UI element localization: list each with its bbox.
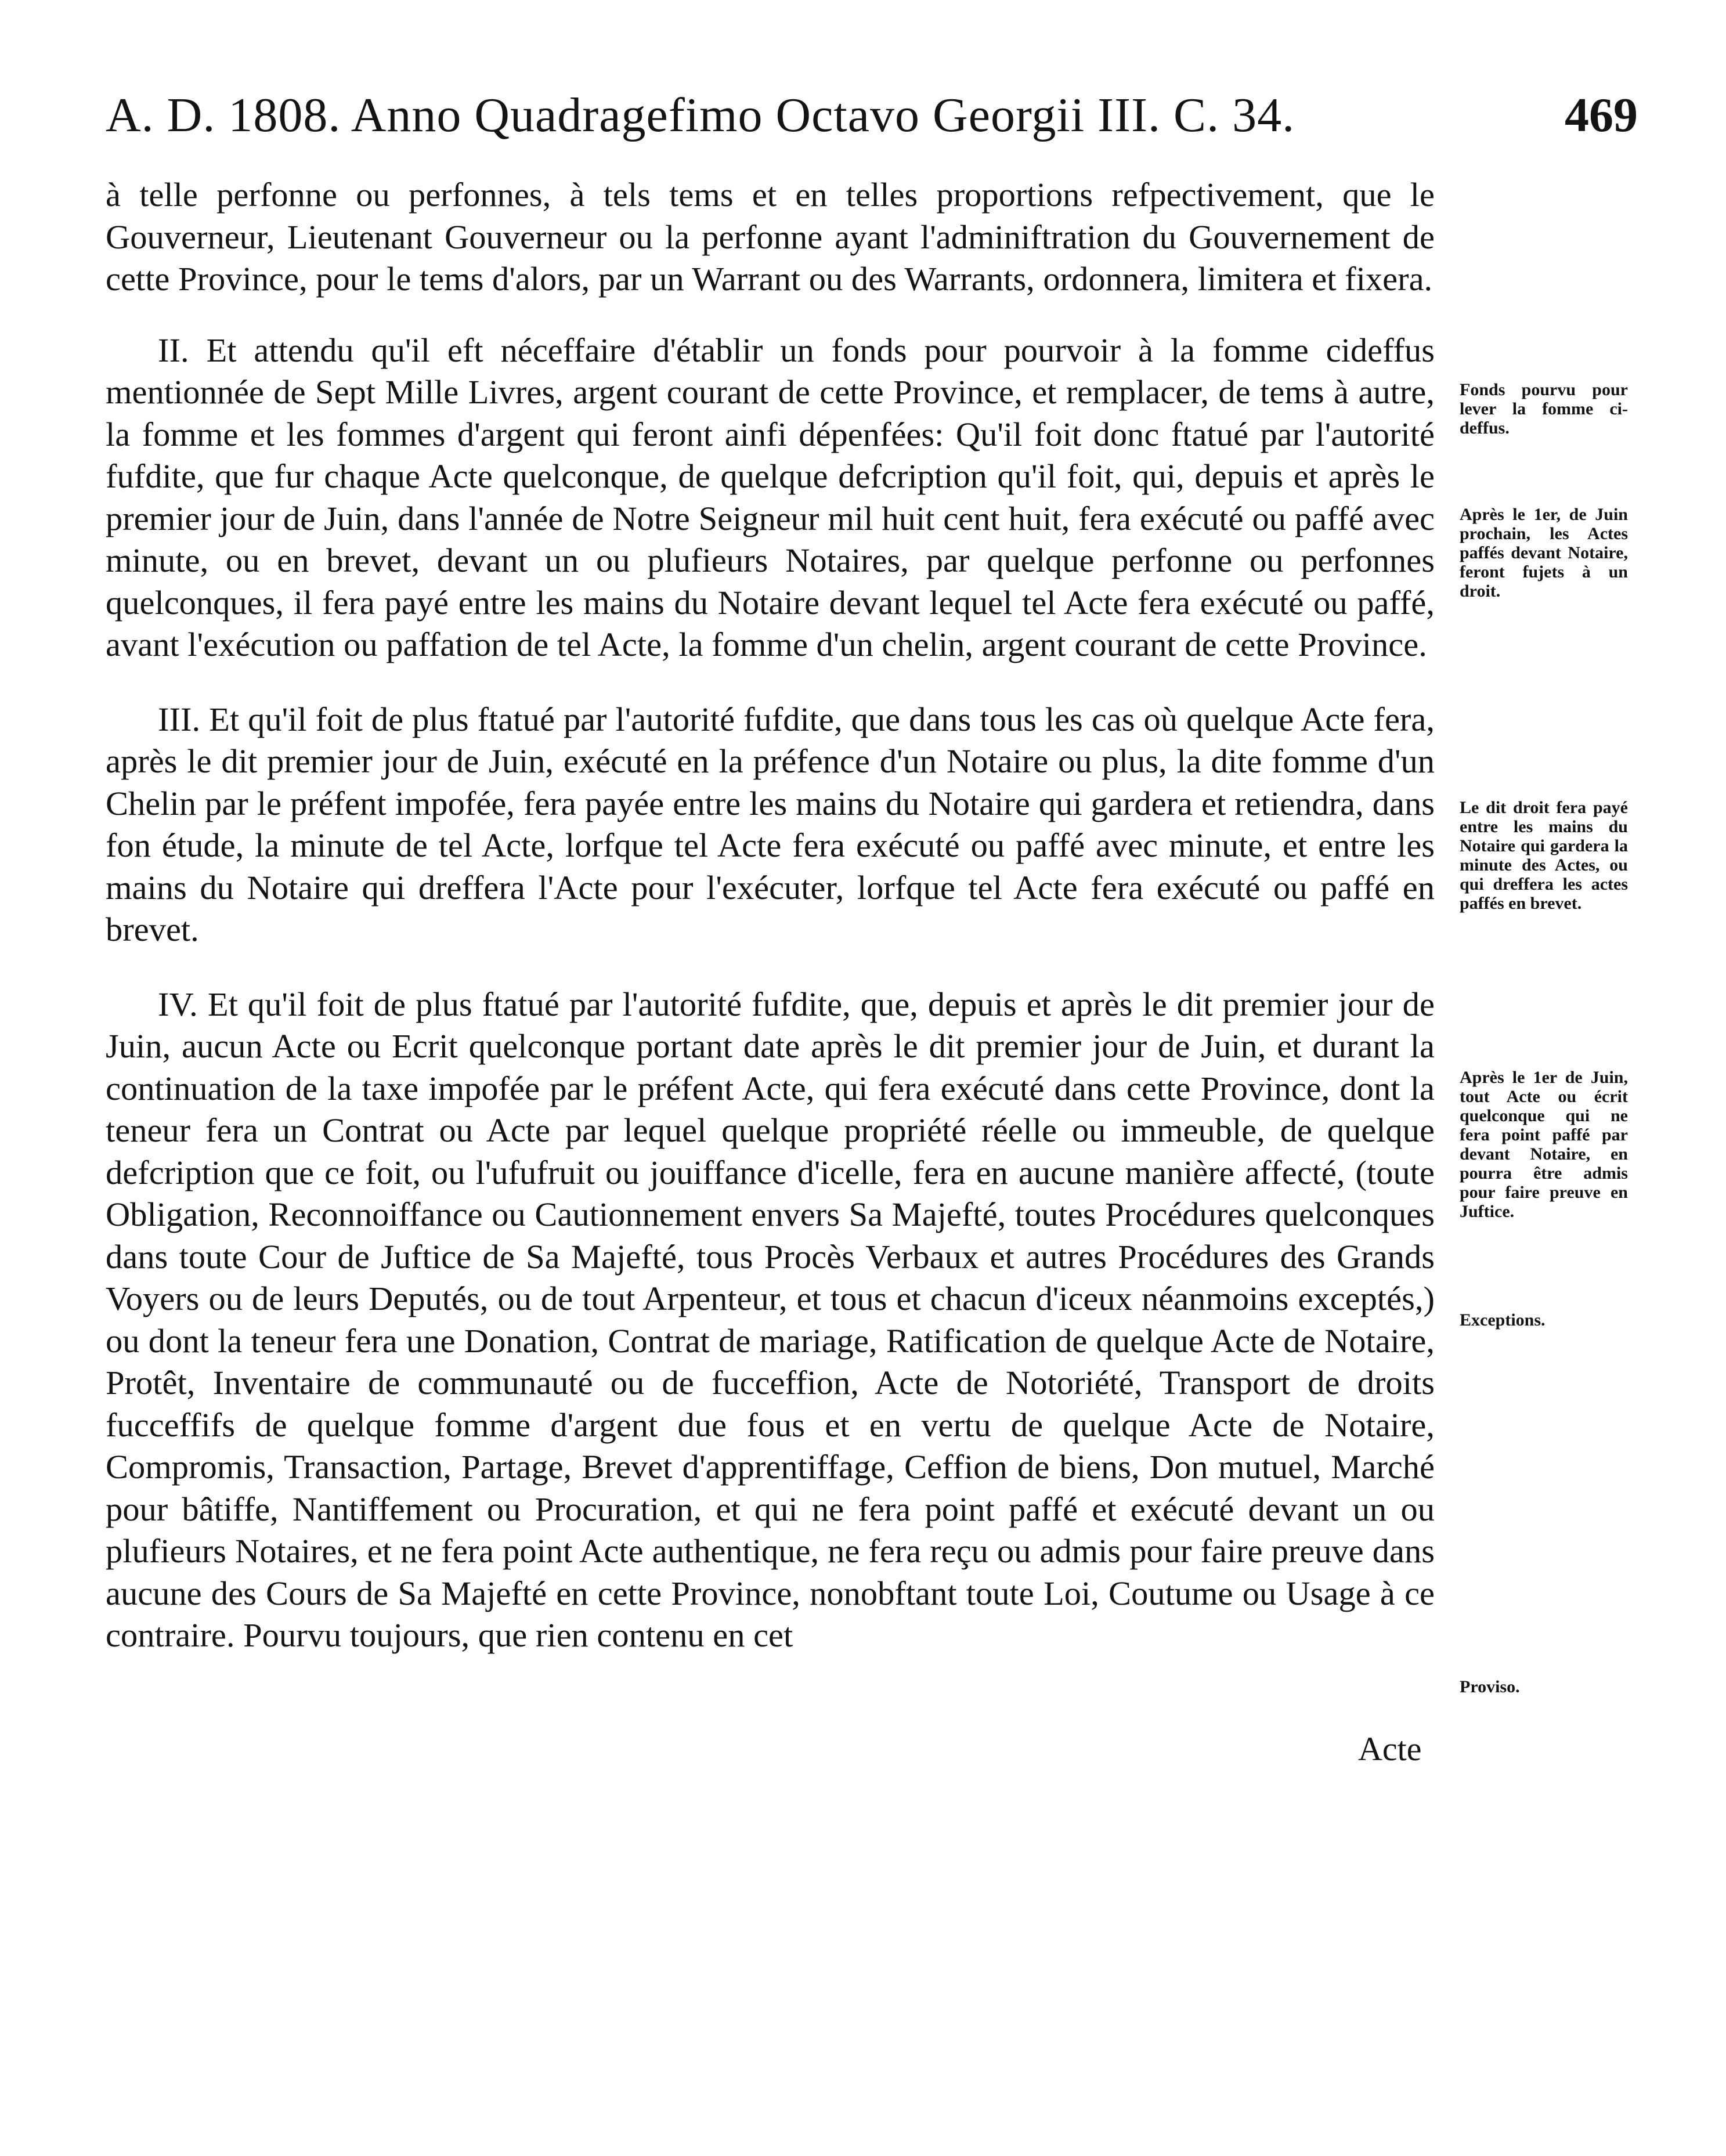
paragraph-section-iv [106,984,1435,1657]
marginal-note: Proviso. [1460,1677,1520,1696]
paragraph-section-iii [106,699,1435,951]
paragraph-continuation: à telle perfonne ou perfonnes, à tels tems et en telles proportions refpectivement, que le Gouverneur, Lieutenant Gouverneur ou la perfonne ayant l'adminiftration du Gouvernement de cette Province, pour le tems d'alors, par un Warrant ou des Warrants, ordonnera, limitera et fixera. [106,176,1435,298]
marginal-note: Exceptions. [1460,1310,1546,1330]
marginal-note: Le dit droit fera payé entre les mains du Notaire qui gardera la minute des Actes, ou qui dreffera les actes paffés en brevet. [1460,798,1628,913]
paragraph-section-iv-text: IV. Et qu'il foit de plus ftatué par l'autorité fufdite, que, depuis et après le dit premier jour de Juin, aucun Acte ou Ecrit quelconque portant date après le dit premier jour de Juin, et durant la continuation de la taxe impofée par le préfent Acte, qui fera exécuté dans cette Province, dont la teneur fera un Contrat ou Acte par lequel quelque propriété réelle ou immeuble, de quelque defcription que ce foit, ou l'ufufruit ou jouiffance d'icelle, fera en aucune manière affecté, (toute Obligation, Reconnoiffance ou Cautionnement envers Sa Majefté, toutes Procédures quelconques dans toute Cour de Juftice de Sa Majefté, tous Procès Verbaux et autres Procédures des Grands Voyers ou de leurs Deputés, ou de tout Arpenteur, et tous et chacun d'iceux néanmoins exceptés,) ou dont la teneur fera une Donation, Contrat de mariage, Ratification de quelque Acte de Notaire, Protêt, Inventaire de communauté ou de fucceffion, Acte de Notoriété, Transport de droits fucceffifs de quelque fomme d'argent due fous et en vertu de quelque Acte de Notaire, Compromis, Transaction, Partage, Brevet d'apprentiffage, Ceffion de biens, Don mutuel, Marché pour bâtiffe, Nantiffement ou Procuration, et qui ne fera point paffé et exécuté devant un ou plufieurs Notaires, et ne fera point Acte authentique, ne fera reçu ou admis pour faire preuve dans aucune des Cours de Sa Majefté en cette Province, nonobftant toute Loi, Coutume ou Usage à ce contraire. Pourvu toujours, que rien contenu en cet [106,985,1435,1654]
paragraph-section-iii-text: III. Et qu'il foit de plus ftatué par l'autorité fufdite, que dans tous les cas où quelque Acte fera, après le dit premier jour de Juin, exécuté en la préfence d'un Notaire ou plus, la dite fomme d'un Chelin par le préfent impofée, fera payée entre les mains du Notaire qui gardera et retiendra, dans fon étude, la minute de tel Acte, lorfque tel Acte fera exécuté ou paffé avec minute, et entre les mains du Notaire qui dreffera l'Acte pour l'exécuter, lorfque tel Acte fera exécuté ou paffé en brevet. [106,700,1435,948]
page-header [106,87,1638,151]
catchword: Acte [1358,1730,1422,1768]
paragraph-section-ii [106,330,1435,666]
marginal-notes [1460,0,1628,2156]
page-number: 469 [1565,88,1638,142]
statute-text [106,174,1435,1689]
running-head: A. D. 1808. Anno Quadragefimo Octavo Georgii III. C. 34. [106,88,1295,142]
marginal-note: Fonds pourvu pour lever la fomme ci-deffus. [1460,380,1628,438]
paragraph-section-ii-text: II. Et attendu qu'il eft néceffaire d'établir un fonds pour pourvoir à la fomme cideffus mentionnée de Sept Mille Livres, argent courant de cette Province, et remplacer, de tems à autre, la fomme et les fommes d'argent qui feront ainfi dépenfées: Qu'il foit donc ftatué par l'autorité fufdite, que fur chaque Acte quelconque, de quelque defcription qu'il foit, qui, depuis et après le premier jour de Juin, dans l'année de Notre Seigneur mil huit cent huit, fera exécuté ou paffé avec minute, ou en brevet, devant un ou plufieurs Notaires, par quelque perfonne ou perfonnes quelconques, il fera payé entre les mains du Notaire devant lequel tel Acte fera exécuté ou paffé, avant l'exécution ou paffation de tel Acte, la fomme d'un chelin, argent courant de cette Province. [106,331,1435,663]
marginal-note: Après le 1er de Juin, tout Acte ou écrit quelconque qui ne fera point paffé par devant Notaire, en pourra être admis pour faire preuve en Juftice. [1460,1068,1628,1221]
marginal-note: Après le 1er, de Juin prochain, les Actes paffés devant Notaire, feront fujets à un droit. [1460,505,1628,601]
